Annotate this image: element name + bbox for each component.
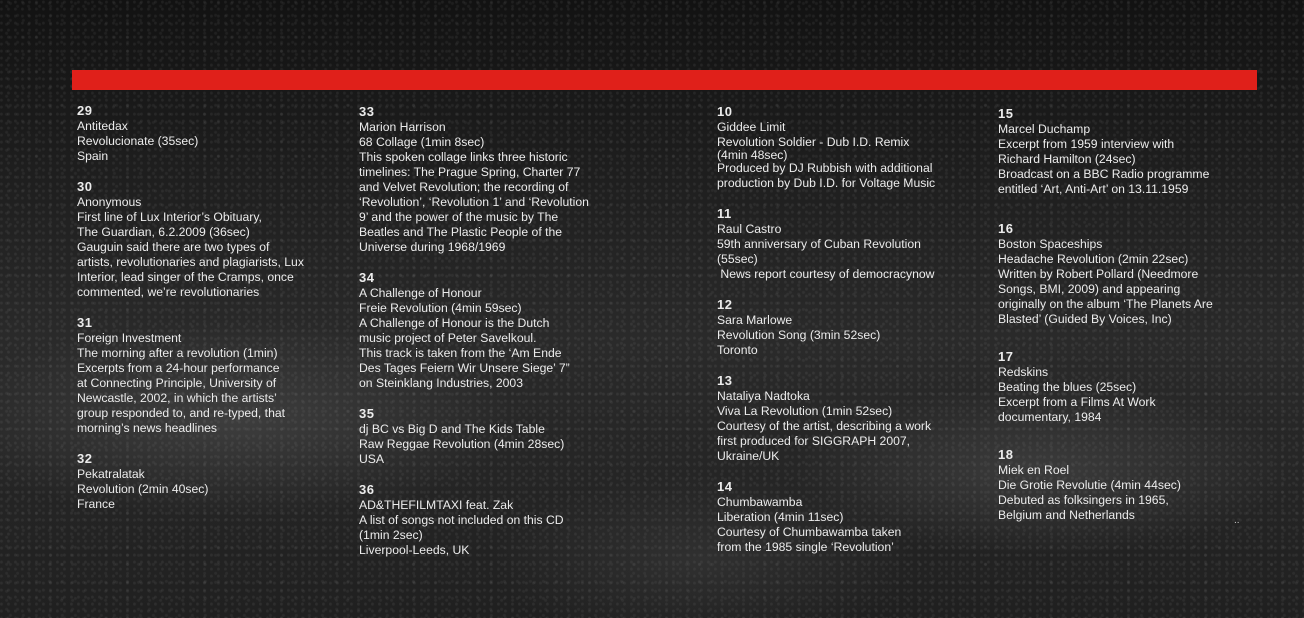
track-line: first produced for SIGGRAPH 2007,: [717, 434, 911, 448]
track-line: Revolution (2min 40sec): [77, 482, 209, 496]
track-line: This spoken collage links three historic: [359, 150, 568, 164]
track-line: entitled ‘Art, Anti-Art’ on 13.11.1959: [998, 182, 1189, 196]
track-artist: Chumbawamba: [717, 495, 803, 509]
track-number: 10: [717, 104, 733, 119]
track-line: First line of Lux Interior’s Obituary,: [77, 210, 262, 224]
track-35: [359, 406, 619, 467]
track-number: 17: [998, 349, 1014, 364]
track-number: 31: [77, 315, 93, 330]
track-line: Liverpool-Leeds, UK: [359, 543, 470, 557]
track-31: [77, 315, 347, 436]
track-line: group responded to, and re-typed, that: [77, 406, 286, 420]
track-artist: dj BC vs Big D and The Kids Table: [359, 422, 545, 436]
column-1: [77, 103, 347, 527]
track-line: Freie Revolution (4min 59sec): [359, 301, 522, 315]
track-line: Gauguin said there are two types of: [77, 240, 270, 254]
track-line: production by Dub I.D. for Voltage Music: [717, 176, 936, 190]
track-artist: Nataliya Nadtoka: [717, 389, 810, 403]
track-line: Revolution Song (3min 52sec): [717, 328, 881, 342]
track-line: France: [77, 497, 115, 511]
track-line: A Challenge of Honour is the Dutch: [359, 316, 550, 330]
track-line: Viva La Revolution (1min 52sec): [717, 404, 893, 418]
track-number: 29: [77, 103, 93, 118]
track-line: Raw Reggae Revolution (4min 28sec): [359, 437, 565, 451]
track-number: 11: [717, 206, 732, 221]
track-line: Debuted as folksingers in 1965,: [998, 493, 1169, 507]
track-artist: Miek en Roel: [998, 463, 1070, 477]
track-11: [717, 206, 967, 282]
track-artist: Redskins: [998, 365, 1049, 379]
track-artist: Foreign Investment: [77, 331, 182, 345]
track-line: 9’ and the power of the music by The: [359, 210, 559, 224]
track-line: ‘Revolution’, ‘Revolution 1’ and ‘Revolution: [359, 195, 589, 209]
track-number: 32: [77, 451, 93, 466]
track-artist: Antitedax: [77, 119, 128, 133]
track-number: 34: [359, 270, 375, 285]
track-number: 18: [998, 447, 1014, 462]
column-2: [359, 104, 619, 573]
track-line: (55sec): [717, 252, 758, 266]
column-4: [998, 106, 1238, 538]
track-line: morning’s news headlines: [77, 421, 218, 435]
track-artist: Marcel Duchamp: [998, 122, 1091, 136]
track-line: Songs, BMI, 2009) and appearing: [998, 282, 1181, 296]
track-number: 14: [717, 479, 733, 494]
track-line: This track is taken from the ‘Am Ende: [359, 346, 562, 360]
track-32: [77, 451, 347, 512]
track-line: Toronto: [717, 343, 758, 357]
track-number: 30: [77, 179, 93, 194]
track-artist: Marion Harrison: [359, 120, 446, 134]
track-line: music project of Peter Savelkoul.: [359, 331, 537, 345]
track-artist: Pekatralatak: [77, 467, 145, 481]
track-line: Belgium and Netherlands: [998, 508, 1135, 522]
track-16: [998, 221, 1238, 327]
track-34: [359, 270, 619, 391]
track-line: Newcastle, 2002, in which the artists’: [77, 391, 277, 405]
track-line: Broadcast on a BBC Radio programme: [998, 167, 1210, 181]
track-line: Des Tages Feiern Wir Unsere Siege’ 7”: [359, 361, 570, 375]
track-line: Excerpt from a Films At Work: [998, 395, 1156, 409]
track-line: Beatles and The Plastic People of the: [359, 225, 563, 239]
track-line: artists, revolutionaries and plagiarists, Lux: [77, 255, 304, 269]
track-line: (4min 48sec): [717, 148, 788, 162]
track-33: [359, 104, 619, 255]
track-artist: Boston Spaceships: [998, 237, 1103, 251]
track-line: originally on the album ‘The Planets Are: [998, 297, 1213, 311]
track-line: Written by Robert Pollard (Needmore: [998, 267, 1199, 281]
track-line: News report courtesy of democracynow: [717, 267, 935, 281]
track-line: on Steinklang Industries, 2003: [359, 376, 523, 390]
track-17: [998, 349, 1238, 425]
track-12: [717, 297, 967, 358]
track-line: USA: [359, 452, 385, 466]
track-artist: Anonymous: [77, 195, 142, 209]
track-line: Excerpt from 1959 interview with: [998, 137, 1175, 151]
track-artist: Raul Castro: [717, 222, 782, 236]
track-line: A list of songs not included on this CD: [359, 513, 564, 527]
track-line: Excerpts from a 24-hour performance: [77, 361, 280, 375]
track-number: 36: [359, 482, 375, 497]
track-line: Courtesy of Chumbawamba taken: [717, 525, 902, 539]
track-line: Revolucionate (35sec): [77, 134, 199, 148]
red-header-bar: [72, 70, 1257, 90]
track-artist: Giddee Limit: [717, 120, 786, 134]
track-line: Ukraine/UK: [717, 449, 780, 463]
track-line: Die Grotie Revolutie (4min 44sec): [998, 478, 1181, 492]
track-line: from the 1985 single ‘Revolution’: [717, 540, 894, 554]
track-number: 15: [998, 106, 1014, 121]
track-line: Richard Hamilton (24sec): [998, 152, 1136, 166]
track-30: [77, 179, 347, 300]
track-line: at Connecting Principle, University of: [77, 376, 277, 390]
track-artist: AD&THEFILMTAXI feat. Zak: [359, 498, 514, 512]
track-line: and Velvet Revolution; the recording of: [359, 180, 569, 194]
track-line: (1min 2sec): [359, 528, 423, 542]
track-line: 59th anniversary of Cuban Revolution: [717, 237, 921, 251]
track-number: 33: [359, 104, 375, 119]
track-line: documentary, 1984: [998, 410, 1102, 424]
track-13: [717, 373, 967, 464]
track-number: 12: [717, 297, 733, 312]
track-line: 68 Collage (1min 8sec): [359, 135, 485, 149]
track-10: [717, 104, 967, 191]
track-line: commented, we’re revolutionaries: [77, 285, 260, 299]
track-line: Universe during 1968/1969: [359, 240, 506, 254]
track-line: timelines: The Prague Spring, Charter 77: [359, 165, 581, 179]
track-line: Revolution Soldier - Dub I.D. Remix: [717, 135, 910, 149]
track-line: Headache Revolution (2min 22sec): [998, 252, 1189, 266]
track-18: [998, 447, 1238, 523]
track-line: Blasted’ (Guided By Voices, Inc): [998, 312, 1172, 326]
column-3: [717, 104, 967, 570]
track-36: [359, 482, 619, 558]
track-line: Liberation (4min 11sec): [717, 510, 844, 524]
track-line: The morning after a revolution (1min): [77, 346, 278, 360]
track-15: [998, 106, 1238, 197]
track-artist: A Challenge of Honour: [359, 286, 482, 300]
track-line: Spain: [77, 149, 109, 163]
track-line: Courtesy of the artist, describing a work: [717, 419, 932, 433]
track-number: 13: [717, 373, 733, 388]
track-29: [77, 103, 347, 164]
track-14: [717, 479, 967, 555]
track-line: Beating the blues (25sec): [998, 380, 1137, 394]
track-line: Produced by DJ Rubbish with additional: [717, 161, 933, 175]
track-number: 35: [359, 406, 375, 421]
footer-mark: ..: [1234, 515, 1240, 526]
track-line: The Guardian, 6.2.2009 (36sec): [77, 225, 250, 239]
track-artist: Sara Marlowe: [717, 313, 793, 327]
track-line: Interior, lead singer of the Cramps, once: [77, 270, 294, 284]
track-number: 16: [998, 221, 1014, 236]
